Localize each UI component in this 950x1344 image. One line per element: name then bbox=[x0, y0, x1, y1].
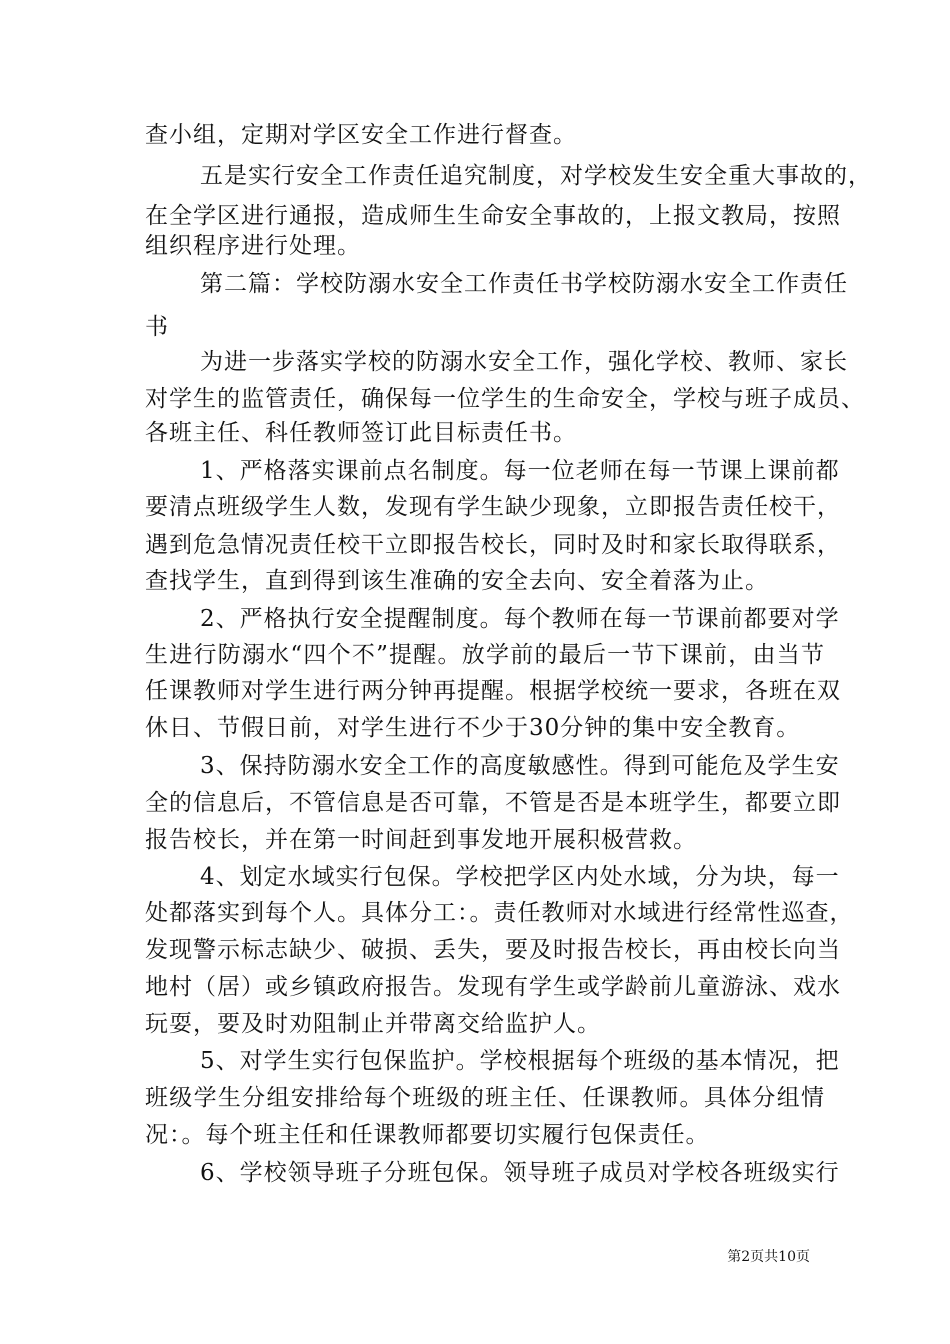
text-line: 处都落实到每个人。具体分工：。责任教师对水域进行经常性巡查， bbox=[145, 900, 854, 926]
text-line: 生进行防溺水“四个不”提醒。放学前的最后一节下课前，由当节 bbox=[145, 642, 825, 668]
section-heading: 第二篇：学校防溺水安全工作责任书学校防溺水安全工作责任 bbox=[200, 271, 848, 297]
text-line: 发现警示标志缺少、破损、丢失，要及时报告校长，再由校长向当 bbox=[145, 937, 841, 963]
text-line: 全的信息后，不管信息是否可靠，不管是否是本班学生，都要立即 bbox=[145, 790, 841, 816]
text-line: 组织程序进行处理。 bbox=[145, 233, 361, 259]
paragraph-first-line: 4、划定水域实行包保。学校把学区内处水域，分为块，每一 bbox=[200, 864, 840, 890]
text-line: 要清点班级学生人数，发现有学生缺少现象，立即报告责任校干， bbox=[145, 494, 841, 520]
paragraph-first-line: 3、保持防溺水安全工作的高度敏感性。得到可能危及学生安 bbox=[200, 753, 840, 779]
page-number: 第2页共10页 bbox=[727, 1249, 810, 1265]
paragraph-first-line: 2、严格执行安全提醒制度。每个教师在每一节课前都要对学 bbox=[200, 606, 840, 632]
text-line: 地村（居）或乡镇政府报告。发现有学生或学龄前儿童游泳、戏水 bbox=[145, 974, 841, 1000]
text-line: 玩耍，要及时劝阻制止并带离交给监护人。 bbox=[145, 1011, 601, 1037]
section-heading-continued: 书 bbox=[145, 314, 169, 340]
text-line: 任课教师对学生进行两分钟再提醒。根据学校统一要求，各班在双 bbox=[145, 678, 841, 704]
text-line: 对学生的监管责任，确保每一位学生的生命安全，学校与班子成员、 bbox=[145, 386, 865, 412]
text-line: 各班主任、科任教师签订此目标责任书。 bbox=[145, 420, 577, 446]
text-line: 班级学生分组安排给每个班级的班主任、任课教师。具体分组情 bbox=[145, 1085, 825, 1111]
paragraph-first-line: 5、对学生实行包保监护。学校根据每个班级的基本情况，把 bbox=[200, 1048, 840, 1074]
text-line: 在全学区进行通报，造成师生生命安全事故的，上报文教局，按照 bbox=[145, 203, 841, 229]
text-line: 休日、节假日前，对学生进行不少于30分钟的集中安全教育。 bbox=[145, 715, 801, 741]
text-line: 报告校长，并在第一时间赶到事发地开展积极营救。 bbox=[145, 827, 697, 853]
text-line: 查小组，定期对学区安全工作进行督查。 bbox=[145, 122, 577, 148]
paragraph-first-line: 6、学校领导班子分班包保。领导班子成员对学校各班级实行 bbox=[200, 1160, 840, 1186]
paragraph-first-line: 1、严格落实课前点名制度。每一位老师在每一节课上课前都 bbox=[200, 458, 840, 484]
text-line: 况：。每个班主任和任课教师都要切实履行包保责任。 bbox=[145, 1122, 710, 1148]
paragraph-first-line: 五是实行安全工作责任追究制度，对学校发生安全重大事故的， bbox=[200, 163, 872, 189]
text-line: 查找学生，直到得到该生准确的安全去向、安全着落为止。 bbox=[145, 568, 769, 594]
paragraph-first-line: 为进一步落实学校的防溺水安全工作，强化学校、教师、家长 bbox=[200, 349, 848, 375]
text-line: 遇到危急情况责任校干立即报告校长，同时及时和家长取得联系， bbox=[145, 532, 841, 558]
